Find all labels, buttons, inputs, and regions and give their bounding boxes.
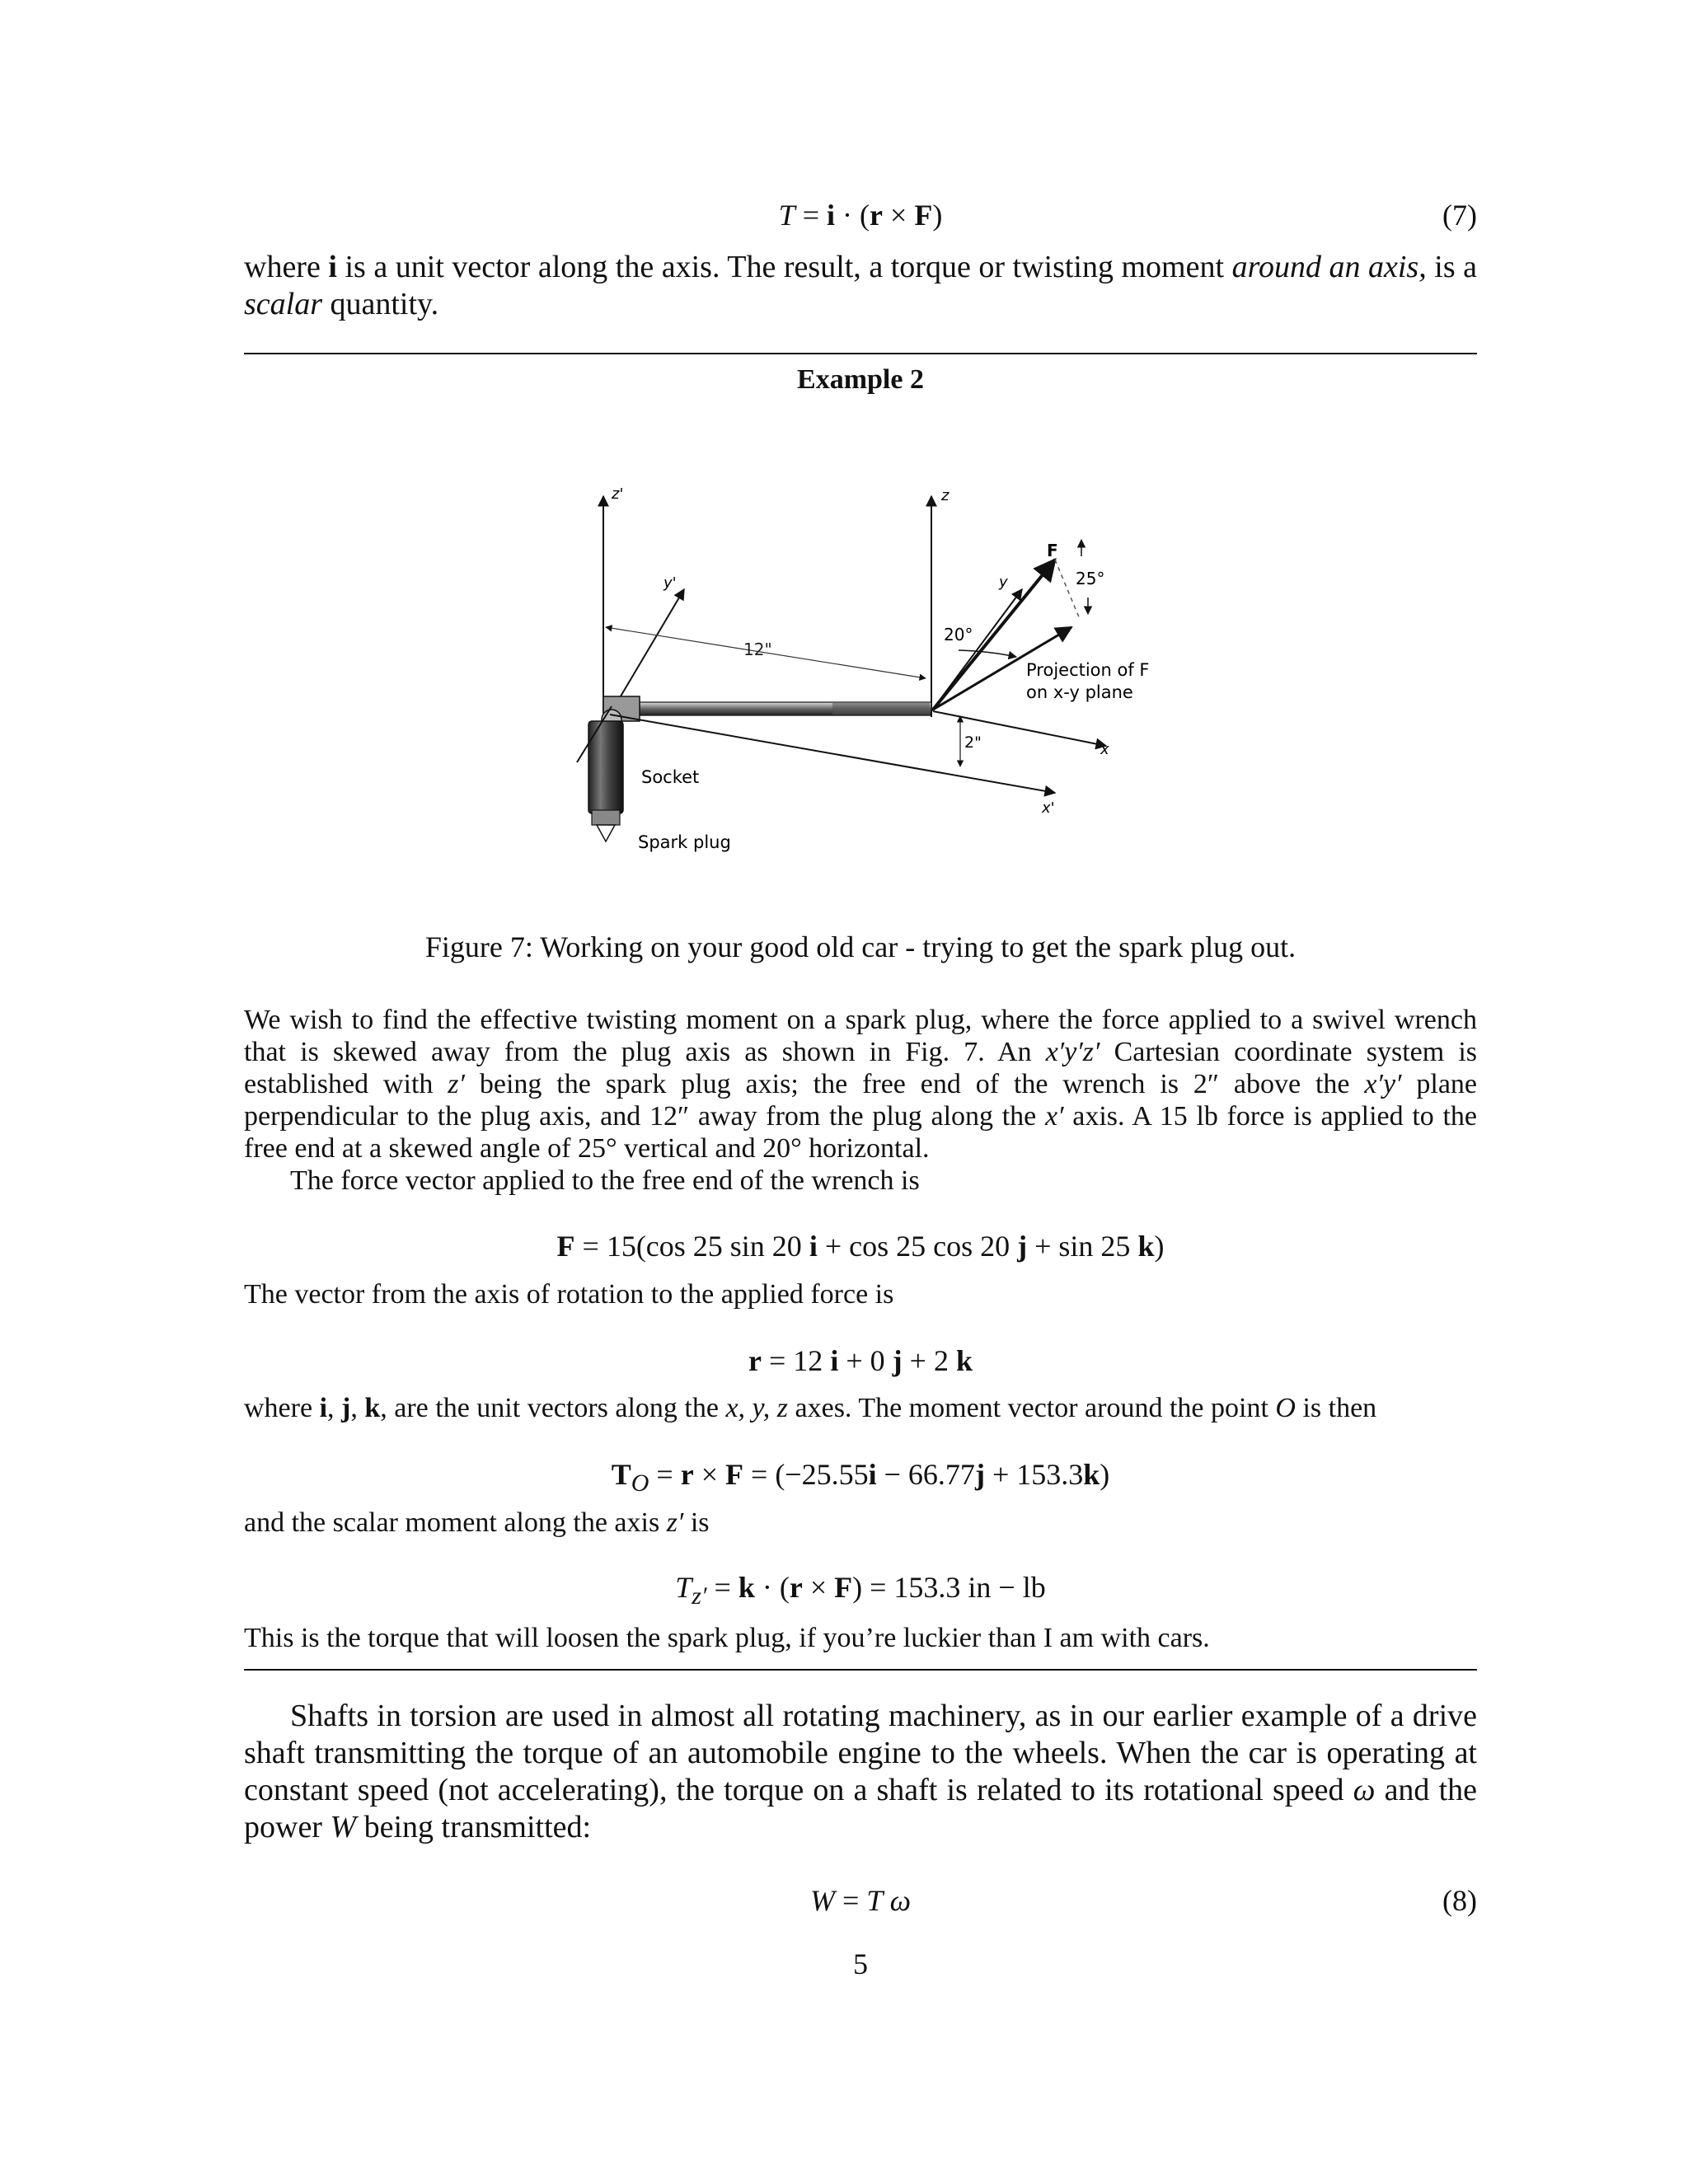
example-top-rule [244,353,1477,354]
paragraph-unit-vectors: where i, j, k, are the unit vectors along the x, y, z axes. The moment vector around the point O is then [244,1393,1377,1423]
spark-plug-thread [592,810,620,825]
angle-20-arc [959,650,1016,657]
x-axis [933,711,1106,746]
x-prime-label: x' [1042,799,1055,817]
paragraph-axis-torque: where i is a unit vector along the axis. The result, a torque or twisting moment around an axis, is a scalar quantity. [244,250,1477,321]
paragraph-conclusion: This is the torque that will loosen the spark plug, if you’re luckier than I am with cars. [244,1623,1210,1653]
paragraph-force-intro: The force vector applied to the free end of the wrench is [290,1165,920,1196]
equation-force-vector: F = 15(cos 25 sin 20 i + cos 25 cos 20 j + sin 25 k) [556,1230,1165,1263]
equation-7: T = i · (r × F) [778,199,943,232]
spark-plug-label: Spark plug [638,832,731,852]
example-title: Example 2 [797,364,924,395]
dimension-12-label: 12" [743,640,772,659]
y-prime-axis [613,589,684,709]
equation-8: W = T ω [809,1884,912,1917]
spark-plug-wrench-figure [560,474,1187,902]
dimension-2-label: 2" [964,733,982,752]
equation-moment-vector: $T_O = r \times F = (-25.55i - 66.77j + 153.3k)$ [611,1458,1110,1497]
example-bottom-rule [244,1669,1477,1671]
equation-7-number: (7) [1442,199,1477,232]
x-label: x [1100,741,1109,758]
page-number: 5 [853,1947,868,1980]
spark-plug-tip [597,825,615,841]
paragraph-r-intro: The vector from the axis of rotation to the applied force is [244,1279,894,1310]
equation-r-vector: r = 12 i + 0 j + 2 k [748,1344,973,1377]
projection-label-line1: Projection of F [1026,660,1150,680]
angle-25-label: 25° [1076,569,1105,588]
equation-scalar-torque: $T_{z'} = k \cdot (r \times F) = 153.3$ in − lb [675,1571,1046,1610]
force-label: F [1047,541,1058,560]
projection-label-line2: on x-y plane [1026,682,1133,702]
z-label: z [941,487,950,504]
y-label: y [999,574,1008,591]
figure-caption: Figure 7: Working on your good old car - trying to get the spark plug out. [424,930,1296,963]
angle-20-label: 20° [944,625,973,644]
equation-8-number: (8) [1442,1884,1477,1917]
socket-label: Socket [641,767,700,787]
z-prime-label: z' [612,485,624,503]
y-prime-label: y' [663,574,677,592]
paragraph-shafts: Shafts in torsion are used in almost all rotating machinery, as in our earlier example of a drive shaft transmitting the torque of an automobile engine to the wheels. When the car is operating at constant speed (not accelerating), the torque on a shaft is related to its rotational speed ω and the power W being transmitted: [244,1699,1477,1844]
paragraph-scalar-moment: and the scalar moment along the axis z′ is [244,1507,710,1538]
paragraph-problem-statement: We wish to find the effective twisting moment on a spark plug, where the force applied to a swivel wrench that is skewed away from the plug axis as shown in Fig. 7. An x′y′z′ Cartesian coordinate system is established with z′ being the spark plug axis; the free end of the wrench is 2″ above the x′y′ plane perpendicular to the plug axis, and 12″ away from the plug along the x′ axis. A 15 lb force is applied to the free end at a skewed angle of 25° vertical and 20° horizontal. [244,1005,1478,1164]
wrench-grip [832,703,930,715]
